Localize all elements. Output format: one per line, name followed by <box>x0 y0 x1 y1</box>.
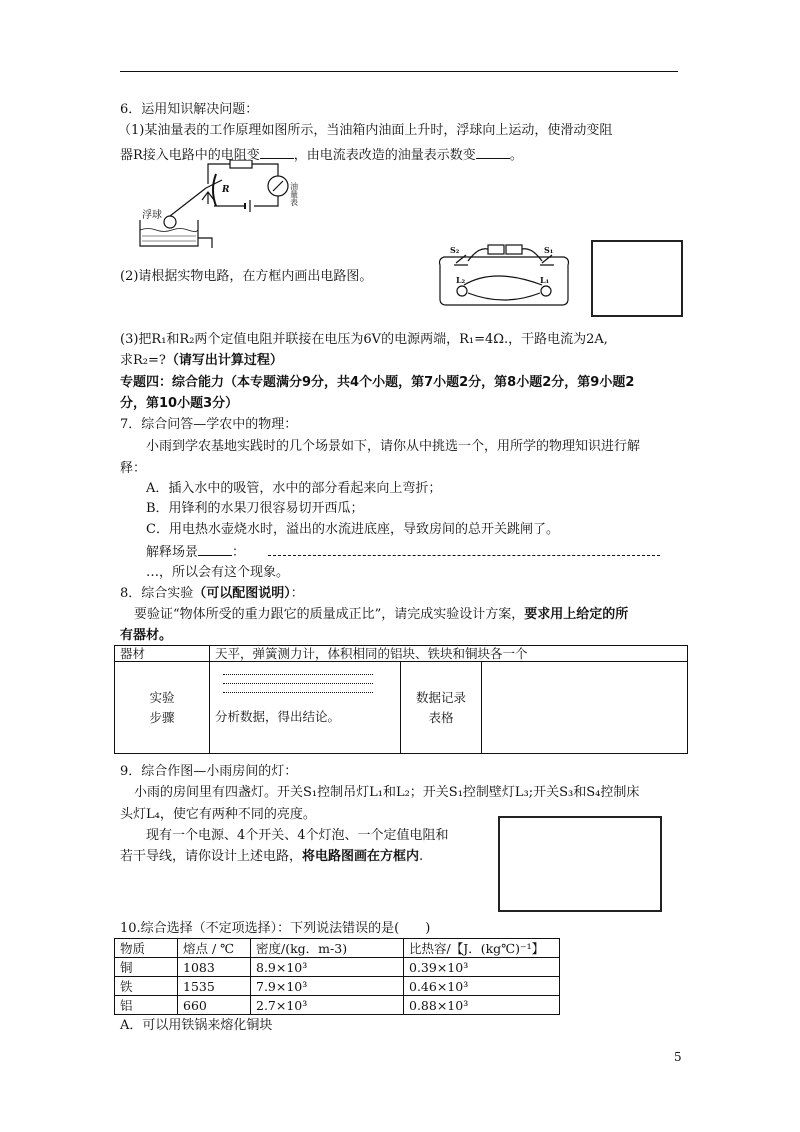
table-row <box>115 996 560 1015</box>
q6-part1-line2: 器R接入电路中的电阻变 ，由电流表改造的油量表示数变 。 <box>120 148 523 163</box>
physical-circuit-figure <box>434 241 574 309</box>
cell-specific-heat: 0.46×10³ <box>404 977 560 996</box>
q7-intro-line2: 释： <box>120 461 147 476</box>
cell-density: 8.9×10³ <box>251 958 404 977</box>
cell-specific-heat: 0.39×10³ <box>404 958 560 977</box>
s2-label: S₂ <box>450 245 460 255</box>
q7-intro-line1: 小雨到学农基地实践时的几个场景如下，请你从中挑选一个，用所学的物理知识进行解 <box>146 439 641 454</box>
steps-label: 实验 步骤 <box>115 662 210 754</box>
q6-title: 6．运用知识解决问题： <box>120 102 259 117</box>
header-rule <box>120 71 678 72</box>
cell-melting-point: 660 <box>178 996 251 1015</box>
q8-intro-line1: 要验证“物体所受的重力跟它的质量成正比”，请完成实验设计方案，要求用上给定的所 <box>134 607 629 622</box>
steps-cell[interactable] <box>210 662 401 754</box>
s1-label: S₁ <box>544 245 554 255</box>
table-row <box>115 977 560 996</box>
cell-substance: 铜 <box>115 958 178 977</box>
q7-ending: …，所以会有这个现象。 <box>146 565 290 580</box>
q7-option-a: A．插入水中的吸管，水中的部分看起来向上弯折； <box>146 481 442 496</box>
q6-part3-line2: 求R₂=?（请写出计算过程） <box>120 353 283 368</box>
q9-line4: 若干导线，请你设计上述电路，将电路图画在方框内. <box>120 849 424 864</box>
record-table-cell[interactable] <box>482 662 688 754</box>
materials-value: 天平，弹簧测力计，体积相同的铝块、铁块和铜块各一个 <box>210 646 688 662</box>
material-properties-table <box>114 938 560 1015</box>
cell-density: 2.7×10³ <box>251 996 404 1015</box>
step-line[interactable] <box>223 674 373 683</box>
q7-explain-line: 解释场景 ： <box>146 545 246 560</box>
materials-label: 器材 <box>115 646 210 662</box>
header-substance: 物质 <box>115 939 178 958</box>
answer-blank-2[interactable] <box>476 146 510 159</box>
cell-melting-point: 1535 <box>178 977 251 996</box>
step-line[interactable] <box>223 692 373 701</box>
q9-title: 9．综合作图—小雨房间的灯： <box>120 764 298 779</box>
cell-specific-heat: 0.88×10³ <box>404 996 560 1015</box>
experiment-design-table <box>114 645 688 754</box>
cell-substance: 铝 <box>115 996 178 1015</box>
cell-density: 7.9×10³ <box>251 977 404 996</box>
q10-option-a: A．可以用铁锅来熔化铜块 <box>120 1018 273 1033</box>
q10-title: 10.综合选择（不定项选择）：下列说法错误的是( ) <box>120 921 431 936</box>
q9-line2: 头灯L₄，使它有两种不同的亮度。 <box>120 807 316 822</box>
q6-part2: (2)请根据实物电路，在方框内画出电路图。 <box>120 269 373 284</box>
cell-substance: 铁 <box>115 977 178 996</box>
q7-title: 7．综合问答—学农中的物理： <box>120 417 298 432</box>
l2-label: L₂ <box>456 275 466 285</box>
header-density: 密度/(kg．m-3) <box>251 939 404 958</box>
page-number: 5 <box>674 1050 682 1064</box>
meter-label: 油量表 <box>289 182 299 206</box>
header-melting-point: 熔点 / ℃ <box>178 939 251 958</box>
r-label: R <box>222 185 230 195</box>
answer-blank-1[interactable] <box>260 146 294 159</box>
steps-final: 分析数据，得出结论。 <box>215 709 341 724</box>
float-label: 浮球 <box>142 210 162 221</box>
cell-melting-point: 1083 <box>178 958 251 977</box>
q9-line1: 小雨的房间里有四盏灯。开关S₁控制吊灯L₁和L₂；开关S₁控制壁灯L₃;开关S₃和S₄控制床 <box>134 785 640 800</box>
step-line[interactable] <box>223 683 373 692</box>
explain-dashed-line[interactable] <box>268 555 660 556</box>
scene-choice-blank[interactable] <box>198 543 232 556</box>
record-label: 数据记录 表格 <box>401 662 482 754</box>
q7-option-b: B．用锋利的水果刀很容易切开西瓜； <box>146 501 364 516</box>
header-specific-heat: 比热容/【J．(kg℃)⁻¹】 <box>404 939 560 958</box>
q7-option-c: C．用电热水壶烧水时，溢出的水流进底座，导致房间的总开关跳闸了。 <box>146 522 559 537</box>
q8-title: 8．综合实验（可以配图说明）： <box>120 586 304 601</box>
oil-gauge-figure <box>128 160 308 252</box>
q8-intro-line2: 有器材。 <box>120 628 173 643</box>
l1-label: L₁ <box>540 275 550 285</box>
topic4-heading-line1: 专题四：综合能力（本专题满分9分，共4个小题，第7小题2分，第8小题2分，第9小题2 <box>120 375 635 390</box>
circuit-answer-box-q6[interactable] <box>591 240 683 317</box>
q9-line3: 现有一个电源、4个开关、4个灯泡、一个定值电阻和 <box>146 828 449 843</box>
q6-part1-line1: （1)某油量表的工作原理如图所示，当油箱内油面上升时，浮球向上运动，使滑动变阻 <box>118 123 613 138</box>
circuit-answer-box-q9[interactable] <box>498 816 662 912</box>
topic4-heading-line2: 分，第10小题3分） <box>120 396 239 411</box>
table-row <box>115 958 560 977</box>
q6-part3-line1: (3)把R₁和R₂两个定值电阻并联接在电压为6V的电源两端，R₁=4Ω.，干路电流为2A, <box>120 332 608 347</box>
